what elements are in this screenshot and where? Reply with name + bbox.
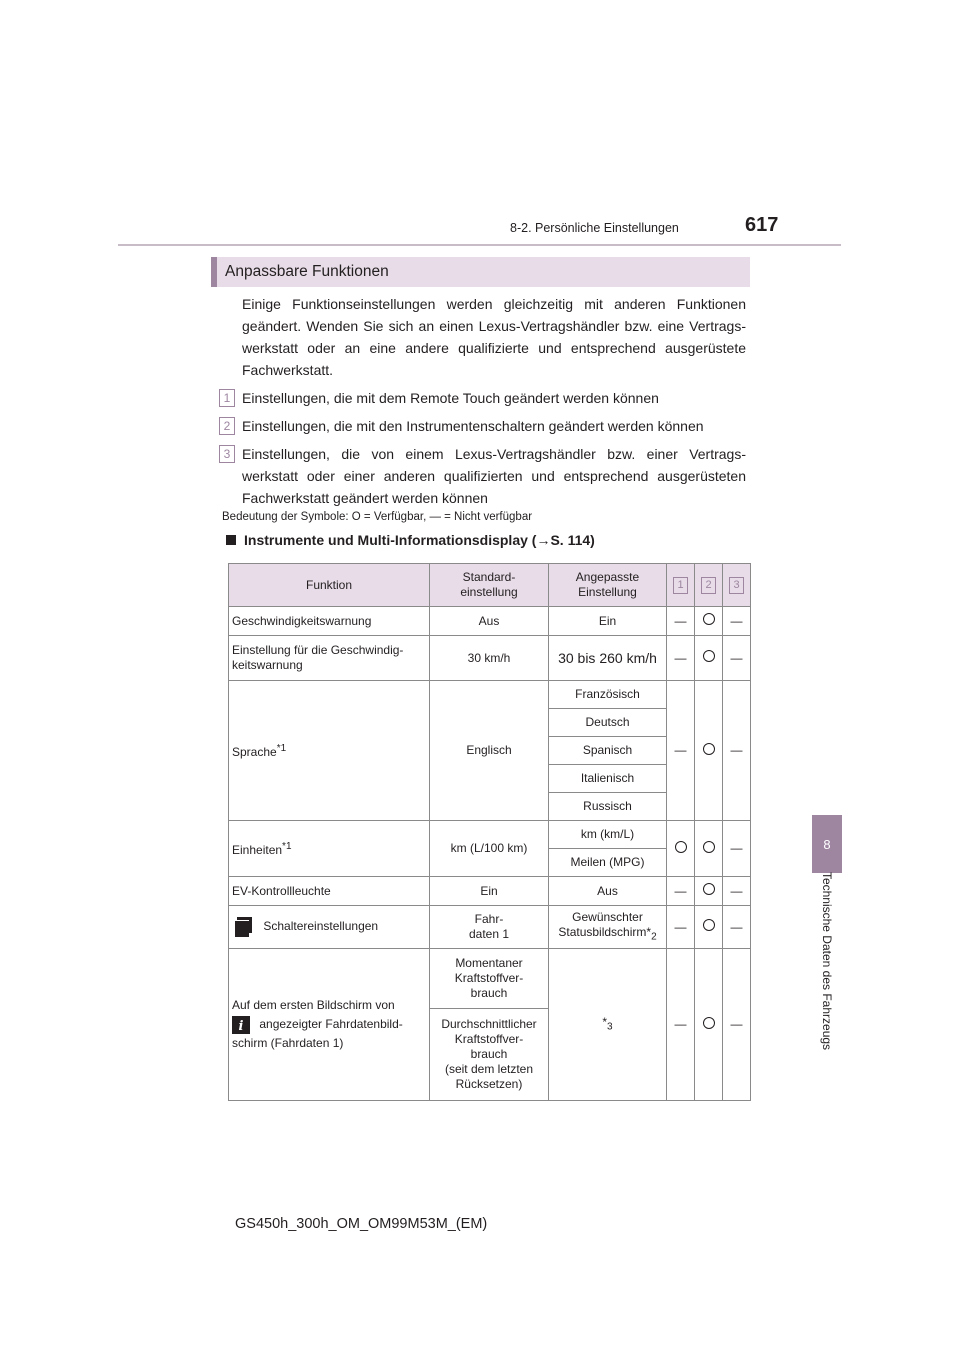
footnote-marker: 3	[607, 1021, 613, 1033]
header-function: Funktion	[229, 564, 430, 607]
number-badge-2: 2	[219, 417, 235, 435]
cell-dash: —	[667, 681, 695, 821]
intro-paragraph: Einige Funktionseinstellungen werden gleichzeitig mit anderen Funktionen geändert. Wenden Sie sich an einen Lexus-Vertragshändler bzw. eine Vertrags-werkstatt oder an eine andere qualifizierte und entsprechend ausgerüstete Fachwerkstatt.	[242, 296, 746, 378]
symbol-legend: Bedeutung der Symbole: O = Verfügbar, — = Nicht verfügbar	[222, 511, 533, 523]
cell-dash: —	[667, 949, 695, 1101]
info-icon	[232, 1016, 250, 1034]
cell-available	[695, 607, 723, 636]
cell-available	[695, 636, 723, 681]
list-item-1: Einstellungen, die mit dem Remote Touch geändert werden können	[242, 390, 659, 406]
bullet-square	[226, 535, 236, 545]
available-circle-icon	[703, 883, 715, 895]
cell-function: Schaltereinstellungen	[229, 906, 430, 949]
cell-custom: $*_3$	[549, 949, 667, 1101]
cell-function: Sprache$^{*1}$	[229, 681, 430, 821]
cell-default: Momentaner Kraftstoffver- brauch	[430, 949, 549, 1009]
cell-dash: —	[723, 877, 751, 906]
cell-dash: —	[723, 949, 751, 1101]
available-circle-icon	[703, 841, 715, 853]
cell-option: km (km/L)	[549, 821, 667, 849]
cell-default: Aus	[430, 607, 549, 636]
page-number: 617	[745, 214, 779, 236]
number-badge-3: 3	[219, 445, 235, 463]
table-header-row	[229, 564, 751, 607]
cell-function: Einstellung für die Geschwindig- keitswarnung	[229, 636, 430, 681]
footnote-marker: *1	[282, 841, 292, 852]
header-col-3: 3	[723, 564, 751, 607]
cell-function: EV-Kontrollleuchte	[229, 877, 430, 906]
cell-custom: 30 bis 260 km/h	[549, 636, 667, 681]
available-circle-icon	[703, 650, 715, 662]
cell-default: Fahr- daten 1	[430, 906, 549, 949]
cell-dash: —	[723, 636, 751, 681]
cell-dash: —	[723, 681, 751, 821]
table-row	[229, 949, 751, 1009]
cell-available	[695, 906, 723, 949]
header-divider	[118, 244, 841, 246]
cell-option: Französisch	[549, 681, 667, 709]
available-circle-icon	[675, 841, 687, 853]
cell-dash: —	[667, 877, 695, 906]
cell-function: Auf dem ersten Bildschirm von i angezeigter Fahrdatenbild- schirm (Fahrdaten 1)	[229, 949, 430, 1101]
cell-dash: —	[723, 821, 751, 877]
cell-custom: Gewünschter $Statusbildschirm*_2$	[549, 906, 667, 949]
section-title: Anpassbare Funktionen	[225, 263, 389, 280]
available-circle-icon	[703, 743, 715, 755]
header-custom: Angepasste Einstellung	[549, 564, 667, 607]
cell-dash: —	[667, 607, 695, 636]
page-reference[interactable]: S. 114)	[550, 532, 595, 548]
svg-text:i: i	[238, 1018, 244, 1034]
cell-custom: Ein	[549, 607, 667, 636]
available-circle-icon	[703, 919, 715, 931]
table-row	[229, 906, 751, 949]
cell-available	[667, 821, 695, 877]
cell-default: Durchschnittlicher Kraftstoffver- brauch (seit dem letzten Rücksetzen)	[430, 1009, 549, 1101]
available-circle-icon	[703, 613, 715, 625]
header-section-title: 8-2. Persönliche Einstellungen	[510, 221, 679, 235]
cell-default: Englisch	[430, 681, 549, 821]
header-col-1: 1	[667, 564, 695, 607]
cell-function: Geschwindigkeitswarnung	[229, 607, 430, 636]
cell-default: Ein	[430, 877, 549, 906]
subheading-text: Instrumente und Multi-Informationsdisplay (	[244, 532, 537, 548]
chapter-label: Technische Daten des Fahrzeugs	[820, 871, 834, 1051]
cell-default: km (L/100 km)	[430, 821, 549, 877]
list-item-2: Einstellungen, die mit den Instrumentenschaltern geändert werden können	[242, 418, 704, 434]
available-circle-icon	[703, 1017, 715, 1029]
cell-custom: Aus	[549, 877, 667, 906]
cell-dash: —	[723, 906, 751, 949]
subsection-heading	[226, 532, 595, 548]
cell-default: 30 km/h	[430, 636, 549, 681]
number-badge-1: 1	[219, 389, 235, 407]
table-row	[229, 877, 751, 906]
table-row	[229, 636, 751, 681]
cell-option: Italienisch	[549, 765, 667, 793]
section-heading-bar	[211, 257, 750, 287]
settings-table	[228, 563, 751, 1101]
cell-dash: —	[667, 636, 695, 681]
cell-option: Russisch	[549, 793, 667, 821]
chapter-tab: 8	[812, 815, 842, 873]
list-item-3: Einstellungen, die von einem Lexus-Vertragshändler bzw. einer Vertrags-werkstatt oder einer anderen qualifizierten und entsprechend ausgerüsteten Fachwerkstatt geändert werden können	[242, 446, 746, 506]
cell-option: Meilen (MPG)	[549, 849, 667, 877]
footnote-marker: 2	[651, 931, 657, 943]
cell-option: Deutsch	[549, 709, 667, 737]
cell-option: Spanisch	[549, 737, 667, 765]
cell-available	[695, 877, 723, 906]
section-accent	[211, 257, 217, 287]
header-col-2: 2	[695, 564, 723, 607]
table-row	[229, 681, 751, 709]
cell-available	[695, 821, 723, 877]
footnote-marker: *1	[276, 743, 287, 754]
cell-dash: —	[723, 607, 751, 636]
multi-screen-icon	[232, 916, 254, 938]
cell-available	[695, 681, 723, 821]
cell-function: Einheiten$^{*1}$	[229, 821, 430, 877]
header-default: Standard- einstellung	[430, 564, 549, 607]
cell-available	[695, 949, 723, 1101]
table-row	[229, 607, 751, 636]
table-row	[229, 821, 751, 849]
cell-dash: —	[667, 906, 695, 949]
arrow-icon: →	[536, 532, 551, 548]
document-code: GS450h_300h_OM_OM99M53M_(EM)	[235, 1216, 488, 1232]
